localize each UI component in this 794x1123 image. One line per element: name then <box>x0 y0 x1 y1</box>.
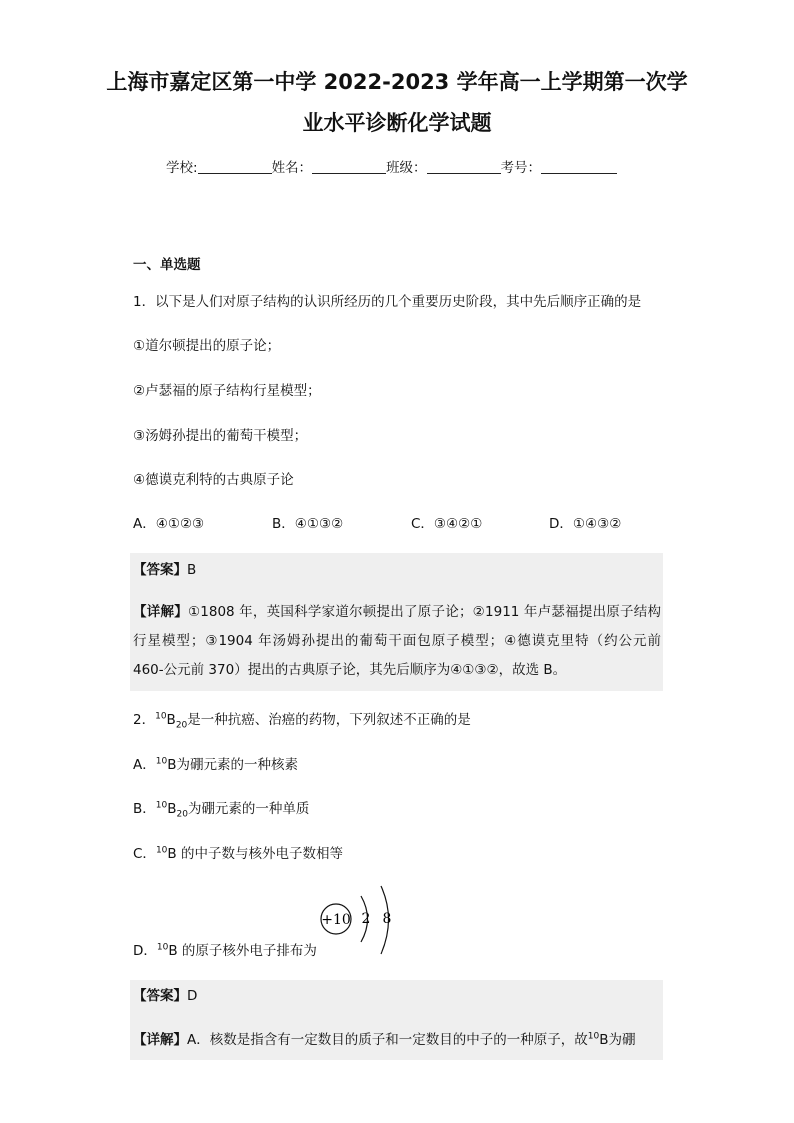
q1-detail <box>133 598 661 685</box>
id-field[interactable] <box>541 159 617 174</box>
element-symbol: B <box>166 712 176 728</box>
atom-count: 20 <box>175 720 188 731</box>
shell-1-electrons: 2 <box>361 911 371 927</box>
option-text: 的原子核外电子排布为 <box>177 943 317 959</box>
element-symbol: B <box>167 757 177 773</box>
option-letter: A． <box>133 757 156 773</box>
school-label: 学校: <box>166 160 198 176</box>
option-letter: B． <box>133 801 156 817</box>
option-letter: D． <box>133 943 157 959</box>
detail-label: 【详解】 <box>133 604 188 620</box>
exam-title-line2: 业水平诊断化学试题 <box>302 111 492 135</box>
q1-option-b[interactable]: B．④①③② <box>272 516 344 532</box>
student-info-row <box>166 159 617 177</box>
element-symbol: B <box>167 801 177 817</box>
q2-detail <box>133 1031 635 1049</box>
q2-option-d[interactable] <box>133 942 317 960</box>
shell-2-electrons: 8 <box>382 911 392 927</box>
q1-item: ①道尔顿提出的原子论； <box>133 338 281 354</box>
nucleus-charge: +10 <box>321 912 351 928</box>
q2-stem <box>133 711 471 729</box>
answer-label: 【答案】 <box>133 988 187 1004</box>
q1-option-c[interactable]: C．③④②① <box>411 516 483 532</box>
mass-number: 10 <box>155 711 167 722</box>
q2-option-a[interactable] <box>133 756 298 774</box>
q1-stem: 1．以下是人们对原子结构的认识所经历的几个重要历史阶段，其中先后顺序正确的是 <box>133 294 642 310</box>
q2-stem-text: 是一种抗癌、治癌的药物，下列叙述不正确的是 <box>187 712 471 728</box>
element-symbol: B <box>599 1032 609 1048</box>
q2-option-c[interactable] <box>133 845 343 863</box>
answer-value: D <box>187 988 198 1004</box>
detail-label: 【详解】 <box>133 1032 187 1048</box>
mass-number: 10 <box>155 845 168 856</box>
mass-number: 10 <box>156 942 169 953</box>
atom-structure-diagram <box>318 884 398 958</box>
name-label: 姓名： <box>271 160 313 176</box>
answer-label: 【答案】 <box>133 562 187 578</box>
class-label: 班级： <box>386 160 427 176</box>
class-field[interactable] <box>427 159 501 174</box>
element-symbol: B <box>168 943 178 959</box>
q2-number: 2． <box>133 712 156 728</box>
atom-count: 20 <box>176 809 188 820</box>
mass-number: 10 <box>155 756 168 767</box>
q1-answer <box>133 561 196 579</box>
q2-option-b[interactable] <box>133 800 309 818</box>
name-field[interactable] <box>312 159 386 174</box>
section-heading: 一、单选题 <box>133 257 201 273</box>
school-field[interactable] <box>198 159 272 174</box>
q1-item: ③汤姆孙提出的葡萄干模型； <box>133 428 308 444</box>
q1-option-d[interactable]: D．①④③② <box>549 516 622 532</box>
answer-value: B <box>187 562 197 578</box>
detail-tail: 为硼 <box>608 1032 636 1048</box>
element-symbol: B <box>167 846 177 862</box>
exam-title-line1: 上海市嘉定区第一中学 2022-2023 学年高一上学期第一次学 <box>106 70 688 94</box>
q2-answer <box>133 987 197 1005</box>
detail-text: ①1808 年，英国科学家道尔顿提出了原子论；②1911 年卢瑟福提出原子结构行星模型；③1904 年汤姆孙提出的葡萄干面包原子模型；④德谟克里特（约公元前 460-公元前 370）提出的古典原子论，其先后顺序为④①③②，故选 B。 <box>133 604 662 678</box>
mass-number: 10 <box>155 800 168 811</box>
q1-item: ④德谟克利特的古典原子论 <box>133 472 294 488</box>
option-text: 为硼元素的一种单质 <box>187 801 310 817</box>
option-text: 的中子数与核外电子数相等 <box>176 846 343 862</box>
mass-number: 10 <box>587 1031 600 1042</box>
option-text: 为硼元素的一种核素 <box>176 757 298 773</box>
q1-item: ②卢瑟福的原子结构行星模型； <box>133 383 321 399</box>
option-letter: C． <box>133 846 156 862</box>
id-label: 考号： <box>500 160 542 176</box>
detail-text: A．核数是指含有一定数目的质子和一定数目的中子的一种原子，故 <box>187 1032 588 1048</box>
q1-option-a[interactable]: A．④①②③ <box>133 516 205 532</box>
